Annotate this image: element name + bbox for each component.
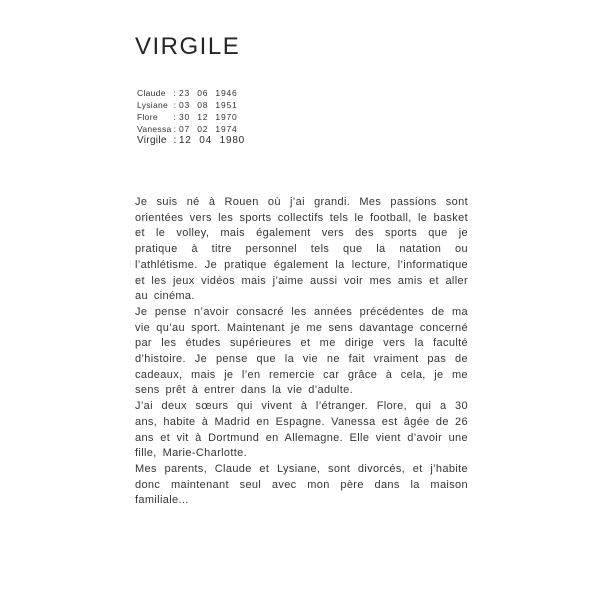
birth-date: 03 08 1951	[179, 100, 238, 110]
birthdate-row	[137, 87, 245, 99]
birth-date: 23 06 1946	[179, 88, 238, 98]
paragraph-2: Je pense n’avoir consacré les années précédentes de ma vie qu’au sport. Maintenant je me sens davantage concerné par les études supérieures et me dirige vers la faculté d’histoire. Je pense que la vie ne fait vraiment pas de cadeaux, mais je l’en remercie car grâce à cela, je me sens prêt à entrer dans la vie d’adulte.	[135, 305, 468, 397]
colon-separator: :	[173, 135, 177, 146]
birthdate-row	[137, 135, 245, 147]
person-name: Flore	[137, 112, 158, 122]
colon-separator: :	[173, 112, 177, 122]
paragraph-1: Je suis né à Rouen où j’ai grandi. Mes passions sont orientées vers les sports collectifs tels le football, le basket et le volley, mais également vers des sports que je pratique à titre personnel tels que la natation ou l’athlétisme. Je pratique également la lecture, l’informatique et les jeux vidéos mais j’aime aussi voir mes amis et aller au cinéma.	[135, 196, 468, 303]
birthdate-list	[137, 87, 245, 147]
paragraph-4: Mes parents, Claude et Lysiane, sont divorcés, et j’habite donc maintenant seul avec mon père dans la maison familiale...	[135, 462, 468, 507]
birth-date: 30 12 1970	[179, 112, 238, 122]
birth-date: 12 04 1980	[179, 135, 246, 146]
paragraph-3: J’ai deux sœurs qui vivent à l’étranger. Flore, qui a 30 ans, habite à Madrid en Espagne. Vanessa est âgée de 26 ans et vit à Dortmund en Allemagne. Elle vient d’avoir une fille, Marie-Charlotte.	[135, 400, 468, 460]
birth-date: 07 02 1974	[179, 124, 238, 134]
page-title: VIRGILE	[135, 33, 241, 60]
birthdate-row	[137, 99, 245, 111]
person-name: Vanessa	[137, 124, 172, 134]
person-name: Claude	[137, 88, 166, 98]
person-name: Lysiane	[137, 100, 169, 110]
colon-separator: :	[173, 100, 177, 110]
birthdate-row	[137, 111, 245, 123]
birthdate-row	[137, 123, 245, 135]
biography-text	[135, 195, 468, 509]
person-name: Virgile	[137, 135, 167, 146]
colon-separator: :	[173, 88, 177, 98]
colon-separator: :	[173, 124, 177, 134]
